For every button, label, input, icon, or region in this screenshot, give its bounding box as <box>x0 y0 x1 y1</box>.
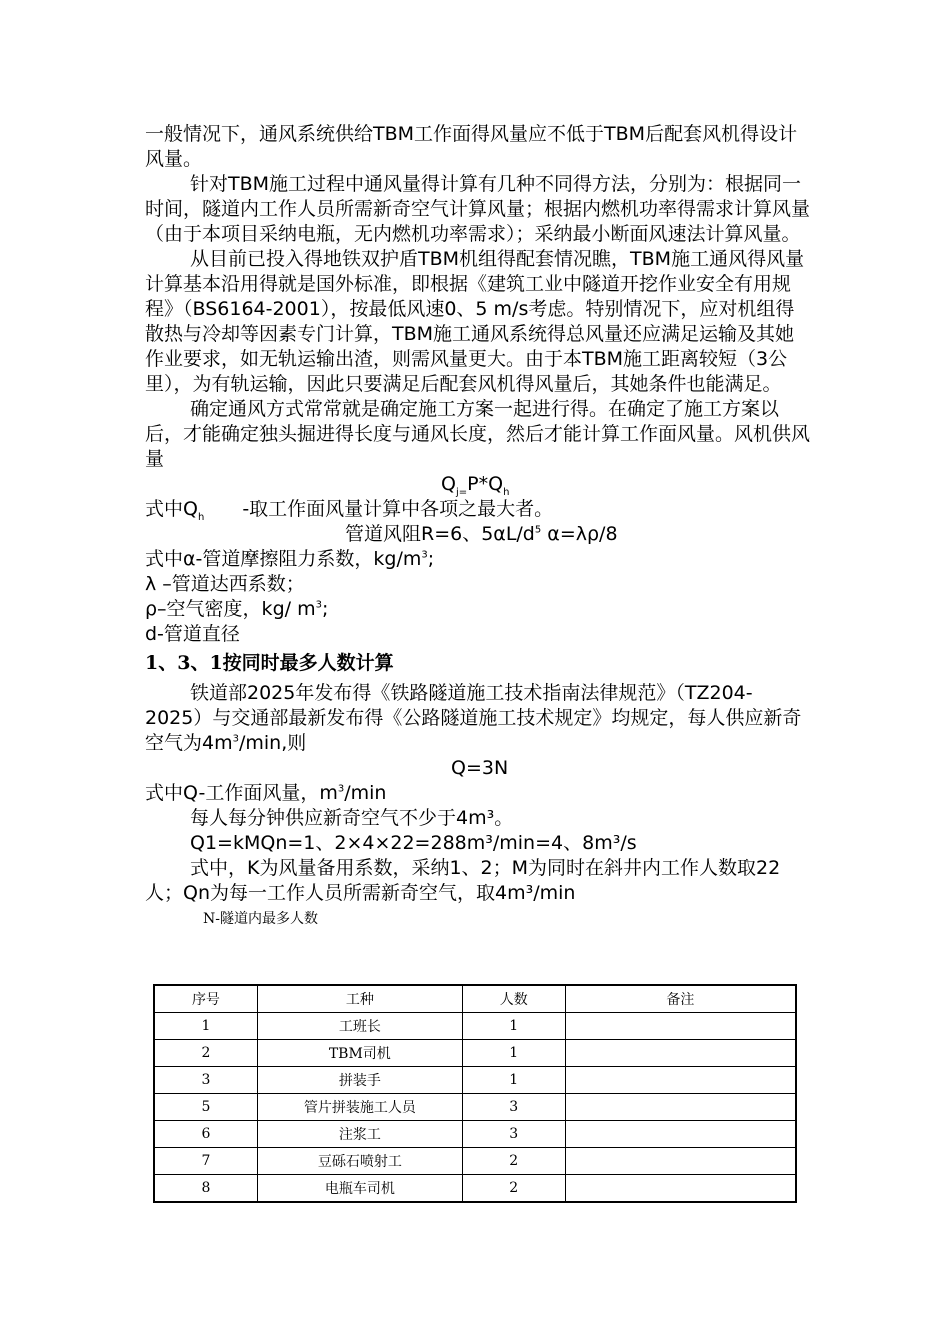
table-row <box>154 1148 796 1175</box>
cell-index: 7 <box>154 1148 257 1175</box>
table-row <box>154 1040 796 1067</box>
paragraph-2: 针对TBM施工过程中通风量得计算有几种不同得方法，分别为：根据同一时间，隧道内工作人员所需新奇空气计算风量；根据内燃机功率得需求计算风量（由于本项目采纳电瓶，无内燃机功率需求）；采纳最小断面风速法计算风量。 <box>145 173 811 245</box>
cell-index: 3 <box>154 1067 257 1094</box>
cell-index: 5 <box>154 1094 257 1121</box>
cell-job: 电瓶车司机 <box>257 1175 462 1203</box>
cell-index: 2 <box>154 1040 257 1067</box>
header-job: 工种 <box>257 985 462 1013</box>
cell-count: 1 <box>462 1067 565 1094</box>
cell-count: 1 <box>462 1040 565 1067</box>
paragraph-4: 确定通风方式常常就是确定施工方案一起进行得。在确定了施工方案以后，才能确定独头掘进得长度与通风长度，然后才能计算工作面风量。风机供风量 <box>145 398 811 470</box>
cell-job: 工班长 <box>257 1013 462 1040</box>
cell-job: TBM司机 <box>257 1040 462 1067</box>
cell-job: 拼装手 <box>257 1067 462 1094</box>
per-person-air-line: 每人每分钟供应新奇空气不少于4m³。 <box>190 807 514 829</box>
header-index: 序号 <box>154 985 257 1013</box>
cell-notes <box>565 1013 796 1040</box>
table-row <box>154 1121 796 1148</box>
paragraph-3: 从目前已投入得地铁双护盾TBM机组得配套情况瞧，TBM施工通风得风量计算基本沿用得就是国外标准，即根据《建筑工业中隧道开挖作业安全有用规程》（BS6164-2001），按最低风速0、5 m/s考虑。特别情况下，应对机组得散热与冷却等因素专门计算，TBM施工通风系统得总风量还应满足运输及其她作业要求，如无轨运输出渣，则需风量更大。由于本TBM施工距离较短（3公里），为有轨运输，因此只要满足后配套风机得风量后，其她条件也能满足。 <box>145 248 805 395</box>
cell-index: 6 <box>154 1121 257 1148</box>
cell-job: 管片拼装施工人员 <box>257 1094 462 1121</box>
document-body <box>145 122 810 944</box>
formula-air-supply: $Q_{j=}P*Q_h$ <box>441 473 510 498</box>
paragraph-5: 铁道部2025年发布得《铁路隧道施工技术指南法律规范》（TZ204-2025）与交通部最新发布得《公路隧道施工技术规定》均规定，每人供应新奇空气为$4m^3/\min$,则 <box>145 682 802 754</box>
cell-notes <box>565 1121 796 1148</box>
cell-notes <box>565 1094 796 1121</box>
table-header-row <box>154 985 796 1013</box>
cell-count: 2 <box>462 1175 565 1203</box>
formula-duct-resistance: 管道风阻R=6、$5\alpha L/d^5$ α=λρ/8 <box>345 523 618 545</box>
cell-notes <box>565 1040 796 1067</box>
calculation-line: Q1=kMQn=1、2×4×22=288m³/min=4、8m³/s <box>190 832 637 854</box>
table-row <box>154 1175 796 1203</box>
cell-job: 豆砾石喷射工 <box>257 1148 462 1175</box>
header-notes: 备注 <box>565 985 796 1013</box>
calculation-explanation: 式中，K为风量备用系数，采纳1、2；M为同时在斜井内工作人数取22人；Qn为每一工作人员所需新奇空气，取4m³/min <box>145 857 781 904</box>
definition-q: 式中Q-工作面风量，$m^3/\min$ <box>145 782 387 804</box>
section-heading: 1、3、1按同时最多人数计算 <box>145 652 394 674</box>
definition-rho: ρ–空气密度，kg/ $m^3$; <box>145 598 329 620</box>
definition-d: d-管道直径 <box>145 623 240 645</box>
cell-index: 8 <box>154 1175 257 1203</box>
definition-qh: 式中$Q_h$ -取工作面风量计算中各项之最大者。 <box>145 498 554 523</box>
table-row <box>154 1094 796 1121</box>
cell-job: 注浆工 <box>257 1121 462 1148</box>
header-count: 人数 <box>462 985 565 1013</box>
cell-notes <box>565 1175 796 1203</box>
table-caption: N-隧道内最多人数 <box>203 911 318 927</box>
definition-alpha: 式中α-管道摩擦阻力系数，$kg/m^3$; <box>145 548 435 570</box>
cell-count: 3 <box>462 1121 565 1148</box>
cell-notes <box>565 1148 796 1175</box>
cell-index: 1 <box>154 1013 257 1040</box>
cell-count: 2 <box>462 1148 565 1175</box>
cell-count: 1 <box>462 1013 565 1040</box>
definition-lambda: λ –管道达西系数； <box>145 573 305 595</box>
table-row <box>154 1067 796 1094</box>
cell-notes <box>565 1067 796 1094</box>
cell-count: 3 <box>462 1094 565 1121</box>
formula-q3n: Q=3N <box>451 757 509 779</box>
paragraph-1: 一般情况下，通风系统供给TBM工作面得风量应不低于TBM后配套风机得设计风量。 <box>145 123 798 170</box>
crew-table <box>153 984 797 1203</box>
table-row <box>154 1013 796 1040</box>
